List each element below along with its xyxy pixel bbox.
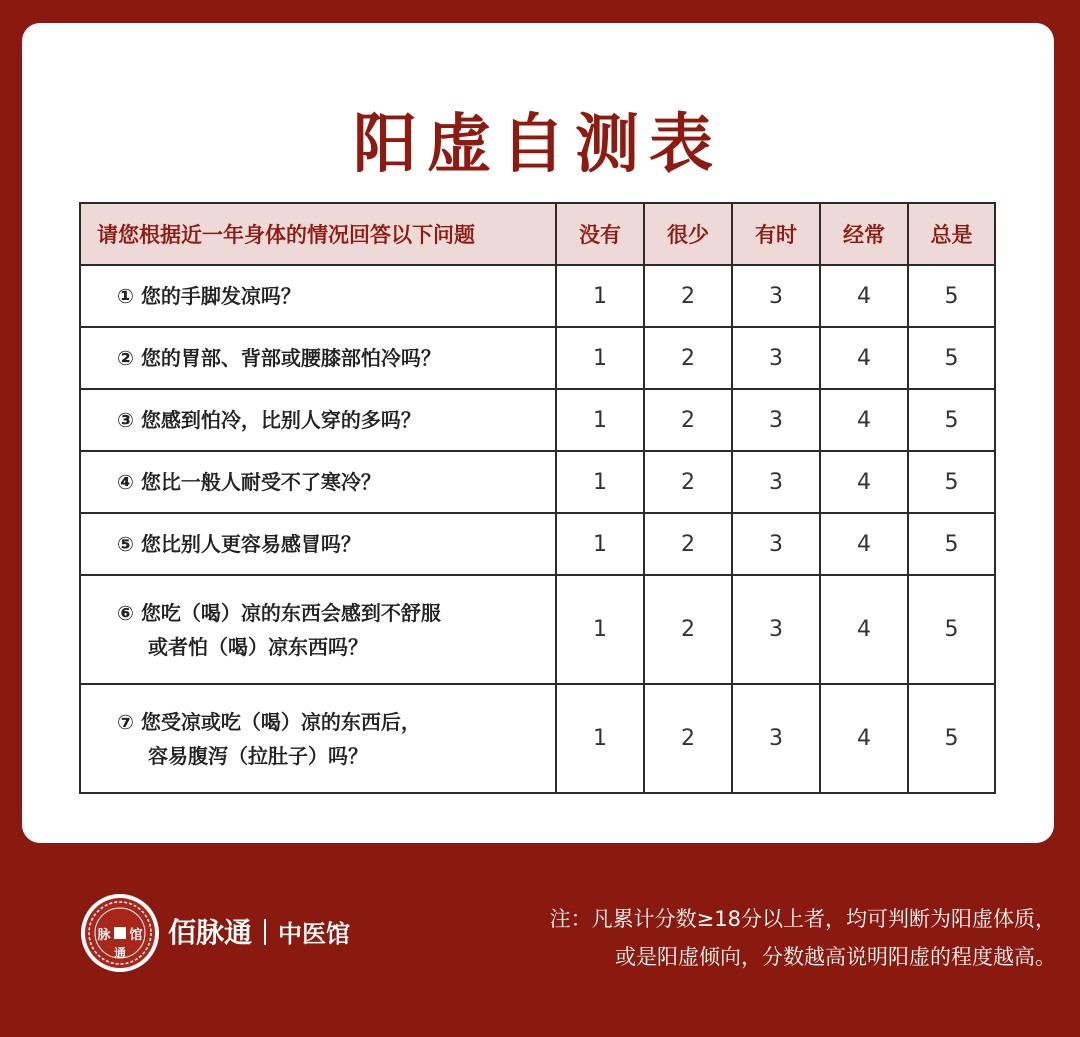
score-cell: 5: [908, 513, 995, 575]
score-cell: 1: [556, 684, 644, 793]
content-card: [22, 23, 1054, 843]
question-text: ② 您的胃部、背部或腰膝部怕冷吗？: [117, 346, 441, 370]
question-text-line2: 容易腹泻（拉肚子）吗？: [148, 743, 368, 768]
question-cell: [80, 575, 556, 684]
table-header-row: [80, 203, 995, 265]
score-cell: 1: [556, 575, 644, 684]
score-cell: 1: [556, 327, 644, 389]
table-row: [80, 265, 995, 327]
page-title: 阳虚自测表: [353, 108, 723, 182]
question-cell: [80, 389, 556, 451]
score-cell: 1: [556, 451, 644, 513]
score-cell: 2: [644, 451, 732, 513]
score-cell: 1: [556, 513, 644, 575]
question-cell: [80, 513, 556, 575]
question-text: ⑤ 您比别人更容易感冒吗？: [117, 532, 361, 556]
brand-name: [168, 913, 350, 954]
question-cell: [80, 451, 556, 513]
question-text: ⑦ 您受凉或吃（喝）凉的东西后，: [117, 709, 421, 734]
option-header: 经常: [820, 203, 908, 265]
option-header: 没有: [556, 203, 644, 265]
score-cell: 3: [732, 575, 820, 684]
option-header: 很少: [644, 203, 732, 265]
footnote: [550, 900, 1056, 976]
svg-text:脉: 脉: [97, 928, 111, 943]
score-cell: 2: [644, 513, 732, 575]
score-cell: 2: [644, 327, 732, 389]
table-row: [80, 389, 995, 451]
score-cell: 3: [732, 327, 820, 389]
score-cell: 1: [556, 265, 644, 327]
table-row: [80, 684, 995, 793]
score-cell: 5: [908, 451, 995, 513]
question-cell: [80, 265, 556, 327]
score-cell: 3: [732, 451, 820, 513]
score-cell: 5: [908, 575, 995, 684]
score-cell: 5: [908, 389, 995, 451]
question-text: ③ 您感到怕冷，比别人穿的多吗？: [117, 408, 421, 432]
score-cell: 2: [644, 389, 732, 451]
score-cell: 4: [820, 684, 908, 793]
score-cell: 2: [644, 684, 732, 793]
question-text-line2: 或者怕（喝）凉东西吗？: [148, 634, 368, 659]
question-header: 请您根据近一年身体的情况回答以下问题: [80, 203, 556, 265]
score-cell: 4: [820, 327, 908, 389]
table-row: [80, 513, 995, 575]
svg-text:通: 通: [113, 946, 127, 960]
score-cell: 4: [820, 451, 908, 513]
score-cell: 3: [732, 513, 820, 575]
brand-sub: 中医馆: [278, 920, 351, 948]
question-text: ① 您的手脚发凉吗？: [117, 284, 301, 308]
table-row: [80, 327, 995, 389]
option-header: 总是: [908, 203, 995, 265]
score-cell: 1: [556, 389, 644, 451]
brand-seal-icon: [80, 893, 160, 973]
score-cell: 4: [820, 389, 908, 451]
score-cell: 3: [732, 389, 820, 451]
score-cell: 2: [644, 575, 732, 684]
brand-divider: [264, 919, 266, 945]
footnote-line: 注：凡累计分数≥18分以上者，均可判断为阳虚体质，: [549, 907, 1056, 931]
score-cell: 4: [820, 513, 908, 575]
score-cell: 5: [908, 684, 995, 793]
score-cell: 2: [644, 265, 732, 327]
score-cell: 5: [908, 265, 995, 327]
question-cell: [80, 684, 556, 793]
score-cell: 3: [732, 265, 820, 327]
score-cell: 4: [820, 575, 908, 684]
self-test-table: [79, 202, 996, 794]
score-cell: 4: [820, 265, 908, 327]
footnote-line: 或是阳虚倾向，分数越高说明阳虚的程度越高。: [615, 945, 1056, 969]
option-header: 有时: [732, 203, 820, 265]
score-cell: 5: [908, 327, 995, 389]
table-row: [80, 451, 995, 513]
table-row: [80, 575, 995, 684]
question-text: ⑥ 您吃（喝）凉的东西会感到不舒服: [117, 600, 441, 625]
svg-text:馆: 馆: [129, 928, 143, 943]
score-cell: 3: [732, 684, 820, 793]
question-text: ④ 您比一般人耐受不了寒冷？: [117, 470, 381, 494]
brand-main: 佰脉通: [168, 916, 253, 949]
question-cell: [80, 327, 556, 389]
